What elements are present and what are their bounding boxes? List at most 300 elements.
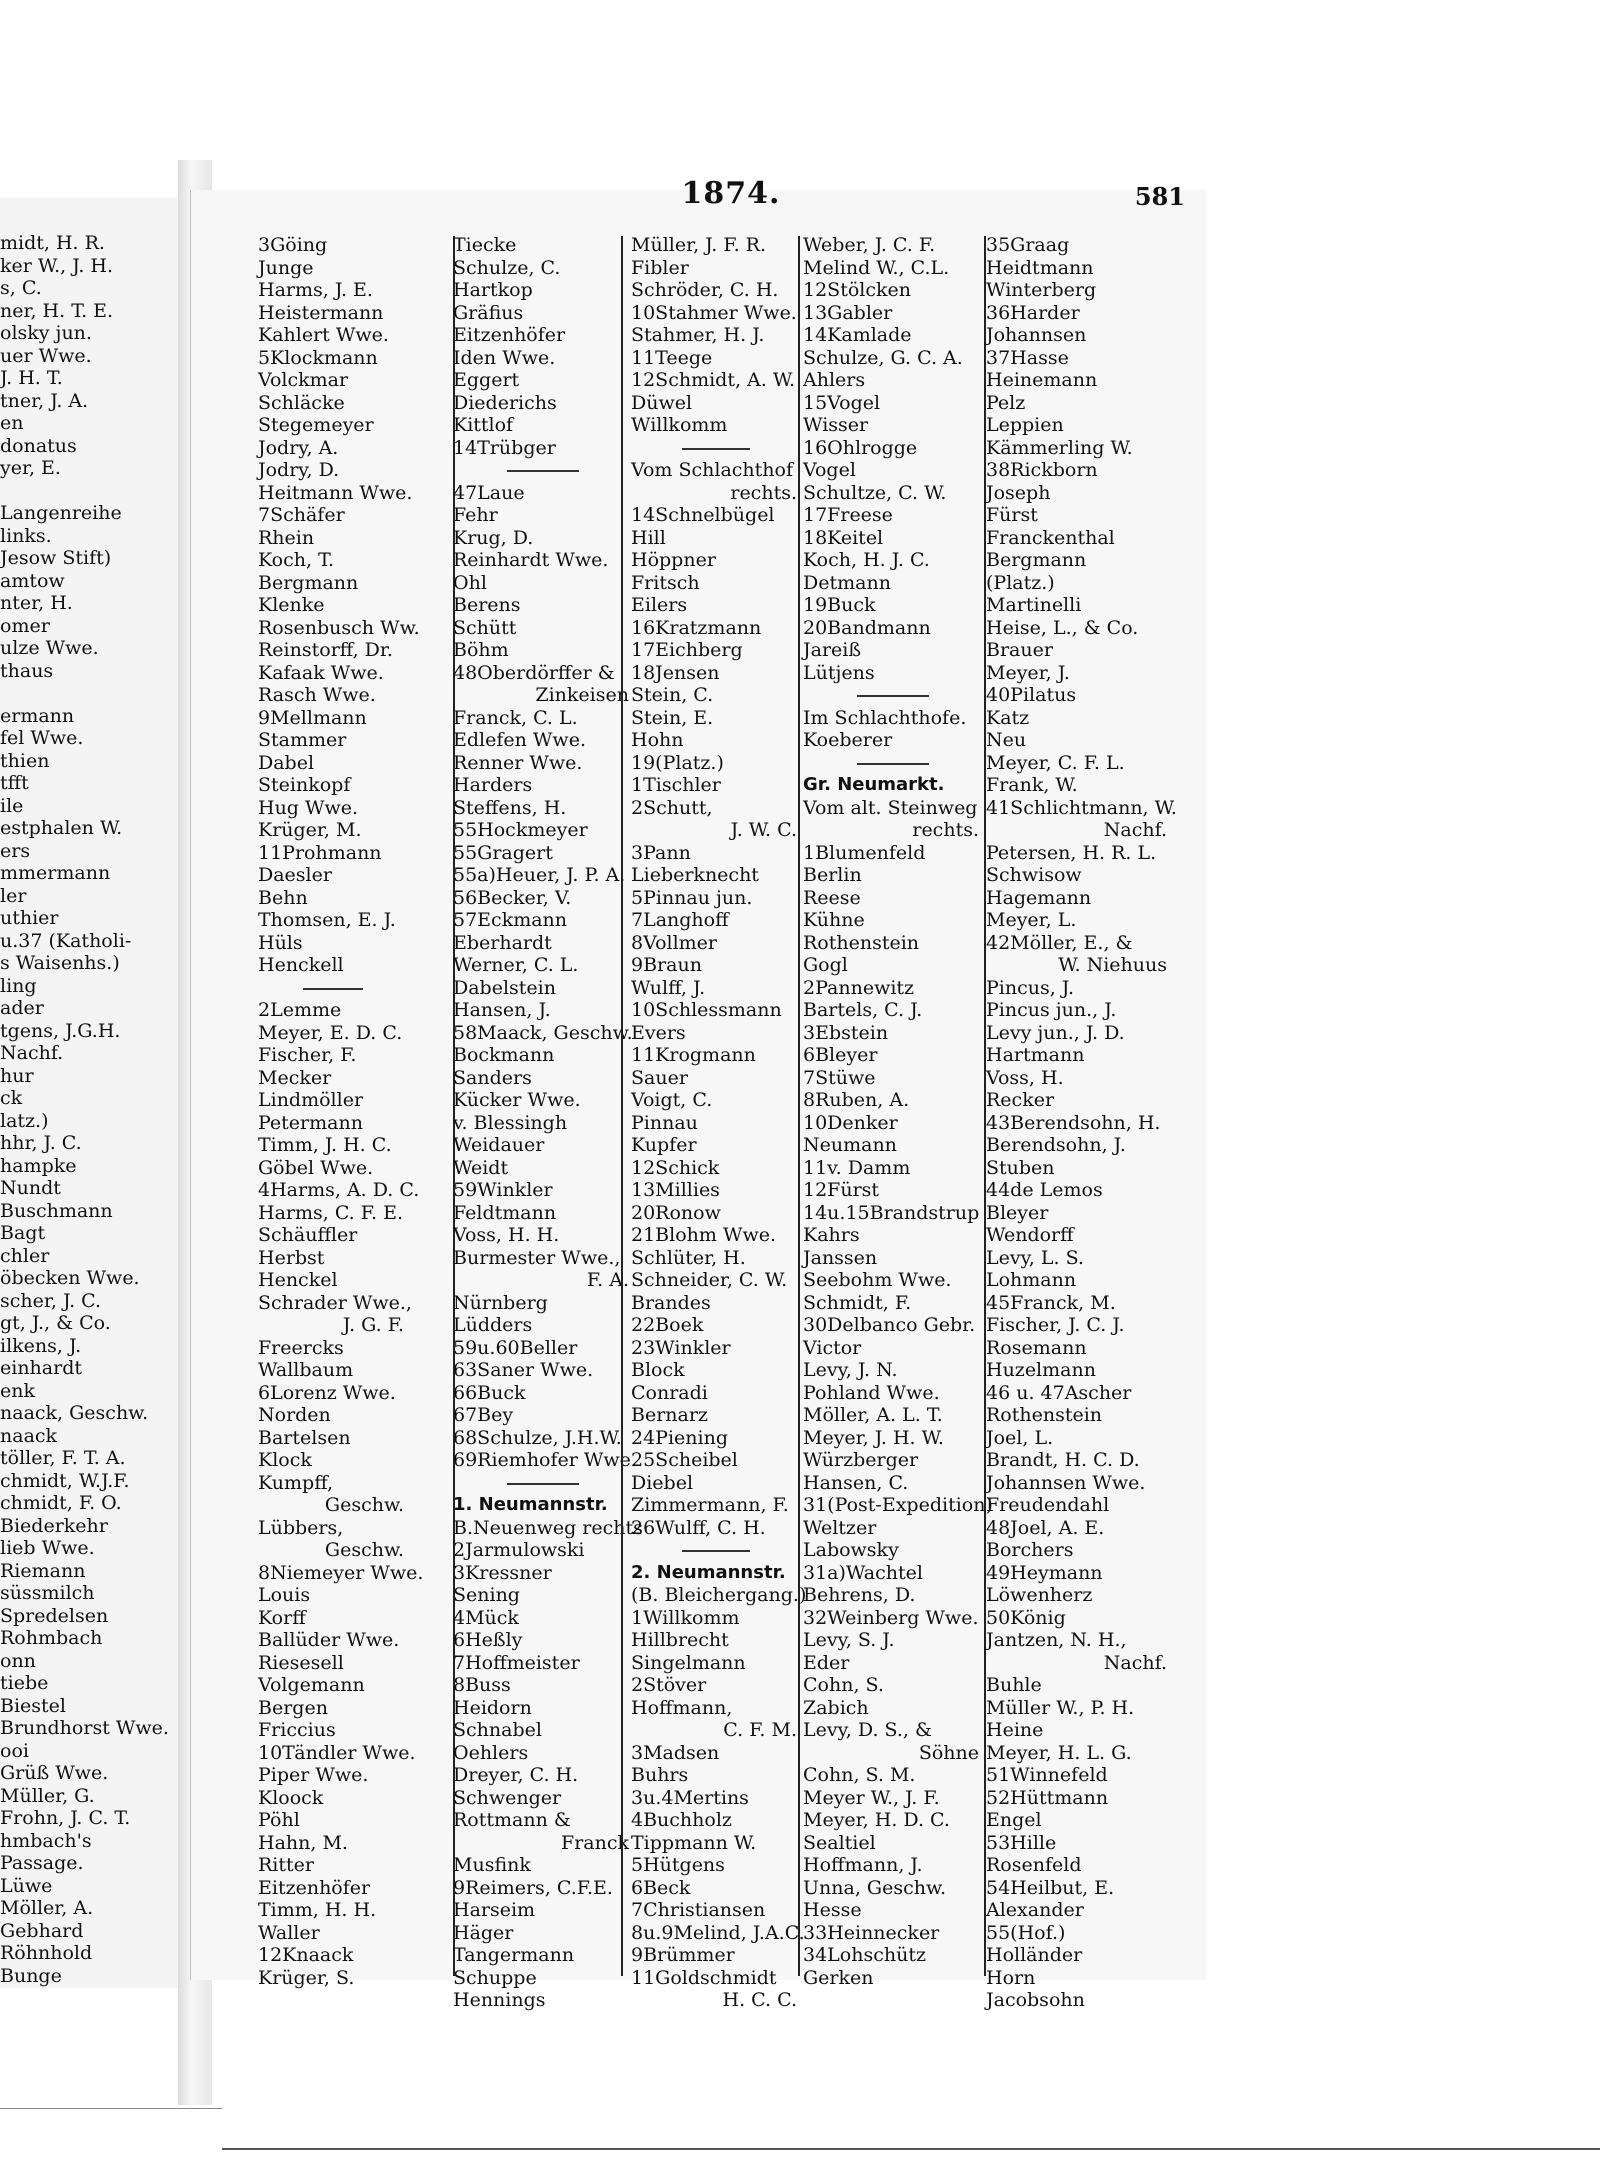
directory-entry: Heitmann Wwe. <box>258 481 413 504</box>
directory-entry: Reinhardt Wwe. <box>453 549 609 571</box>
directory-entry: 2Schutt, <box>631 796 713 819</box>
directory-entry: 10Stahmer Wwe. <box>631 301 797 324</box>
left-fragment-line: Passage. <box>0 1852 84 1874</box>
directory-entry: 23Winkler <box>631 1336 731 1359</box>
directory-entry: Levy, J. N. <box>803 1359 898 1381</box>
left-fragment-line: hampke <box>0 1154 77 1177</box>
directory-entry: Hennings <box>453 1989 546 2011</box>
directory-entry: 2Pannewitz <box>803 976 915 999</box>
directory-entry: Ohl <box>453 571 487 594</box>
directory-entry: Detmann <box>803 571 891 594</box>
directory-entry: 53Hille <box>986 1831 1057 1854</box>
directory-entry: 35Graag <box>986 234 1070 256</box>
directory-entry: Stein, C. <box>631 684 714 706</box>
directory-column-5 <box>986 234 1177 2012</box>
directory-entry: Gräfius <box>453 301 524 324</box>
directory-entry: Fehr <box>453 504 498 526</box>
directory-entry: B.Neuenweg rechts <box>453 1516 643 1539</box>
directory-entry: Levy, S. J. <box>803 1629 895 1651</box>
directory-entry: Joel, L. <box>986 1426 1054 1449</box>
directory-entry: Dabelstein <box>453 976 556 999</box>
directory-entry: Meyer, H. L. G. <box>986 1741 1132 1764</box>
directory-entry: Voss, H. H. <box>453 1224 560 1246</box>
directory-entry: Harseim <box>453 1899 536 1921</box>
directory-entry: 3Ebstein <box>803 1021 889 1044</box>
directory-entry: Bernarz <box>631 1404 708 1426</box>
directory-entry: Pincus, J. <box>986 976 1074 999</box>
directory-entry: Kücker Wwe. <box>453 1089 581 1111</box>
directory-entry: 1Willkomm <box>631 1606 740 1629</box>
directory-entry: 40Pilatus <box>986 684 1077 706</box>
directory-entry: 4Buchholz <box>631 1809 732 1831</box>
directory-entry: Hagemann <box>986 886 1092 909</box>
directory-entry: Timm, H. H. <box>258 1899 377 1921</box>
directory-entry: Tiecke <box>453 234 517 256</box>
directory-entry: Lieberknecht <box>631 864 759 886</box>
directory-entry: Meyer, J. <box>986 661 1070 684</box>
directory-entry: Frank, W. <box>986 774 1078 796</box>
directory-entry: Klock <box>258 1449 312 1471</box>
directory-entry: 11Prohmann <box>258 841 382 864</box>
directory-entry: 12Schmidt, A. W. <box>631 369 796 391</box>
directory-entry: 7Langhoff <box>631 909 729 931</box>
section-divider <box>803 752 983 775</box>
directory-entry: Möller, A. L. T. <box>803 1404 943 1426</box>
directory-page <box>190 176 1206 2011</box>
column-rule <box>621 236 623 1976</box>
directory-entry: 9Reimers, C.F.E. <box>453 1876 613 1899</box>
directory-entry: Mecker <box>258 1066 332 1089</box>
directory-entry: Huzelmann <box>986 1359 1096 1381</box>
page-edge-rule <box>222 2148 1600 2150</box>
left-fragment-line: chler <box>0 1244 50 1267</box>
directory-entry: 68Schulze, J.H.W. <box>453 1426 622 1449</box>
directory-entry: Rothenstein <box>803 931 920 954</box>
left-fragment-line: olsky jun. <box>0 322 92 344</box>
directory-entry: Nürnberg <box>453 1291 548 1314</box>
directory-entry: F. A. <box>586 1269 629 1291</box>
directory-entry: H. C. C. <box>722 1989 797 2011</box>
directory-entry: Stahmer, H. J. <box>631 324 765 346</box>
directory-entry: 57Eckmann <box>453 909 568 931</box>
directory-entry: Herbst <box>258 1246 325 1269</box>
left-fragment-line: nter, H. <box>0 592 73 614</box>
directory-entry: Schmidt, F. <box>803 1291 912 1314</box>
left-fragment-line: Bagt <box>0 1222 46 1244</box>
directory-entry: Diebel <box>631 1471 694 1494</box>
directory-entry: Heise, L., & Co. <box>986 616 1139 639</box>
directory-entry: Behrens, D. <box>803 1584 916 1606</box>
directory-entry: 11Krogmann <box>631 1044 756 1066</box>
directory-entry: Schläcke <box>258 391 345 414</box>
directory-entry: Neumann <box>803 1134 897 1156</box>
directory-entry: Heistermann <box>258 301 384 324</box>
directory-entry: Böhm <box>453 639 509 661</box>
left-fragment-line: scher, J. C. <box>0 1289 102 1312</box>
directory-entry: Levy jun., J. D. <box>986 1021 1125 1044</box>
directory-entry: Häger <box>453 1921 514 1944</box>
directory-entry: Gogl <box>803 954 848 976</box>
directory-entry: Rottmann & <box>453 1809 571 1831</box>
directory-entry: Meyer, J. H. W. <box>803 1426 944 1449</box>
directory-entry: Tippmann W. <box>631 1831 757 1854</box>
section-divider <box>631 437 801 460</box>
directory-entry: Göbel Wwe. <box>258 1156 374 1179</box>
left-fragment-line: Röhnhold <box>0 1942 93 1964</box>
directory-entry: Bergen <box>258 1696 328 1719</box>
directory-entry: 11v. Damm <box>803 1156 911 1179</box>
directory-entry: Rosemann <box>986 1336 1087 1359</box>
directory-column-3 <box>631 234 807 2012</box>
page-number: 581 <box>1134 182 1185 211</box>
directory-entry: 14Kamlade <box>803 324 912 346</box>
directory-entry: Pelz <box>986 391 1026 414</box>
directory-entry: J. G. F. <box>342 1314 404 1336</box>
directory-entry: Conradi <box>631 1381 708 1404</box>
directory-entry: 6Lorenz Wwe. <box>258 1381 396 1404</box>
directory-entry: Löwenherz <box>986 1584 1093 1606</box>
directory-entry: Eitzenhöfer <box>453 324 566 346</box>
directory-entry: Brauer <box>986 639 1053 661</box>
left-fragment-line: chmidt, F. O. <box>0 1492 122 1514</box>
left-fragment-line: yer, E. <box>0 457 61 479</box>
directory-entry: 4Mück <box>453 1606 519 1629</box>
directory-entry: 42Möller, E., & <box>986 931 1133 954</box>
directory-entry: 69Riemhofer Wwe. <box>453 1449 637 1471</box>
directory-entry: 67Bey <box>453 1404 514 1426</box>
directory-entry: Schröder, C. H. <box>631 279 779 301</box>
left-fragment-line: naack, Geschw. <box>0 1402 149 1424</box>
directory-entry: Freudendahl <box>986 1494 1110 1516</box>
directory-entry: Henckel <box>258 1269 338 1291</box>
directory-entry: Voigt, C. <box>631 1089 713 1111</box>
directory-entry: Sealtiel <box>803 1831 876 1854</box>
directory-entry: Kahrs <box>803 1224 860 1246</box>
left-fragment-line: öbecken Wwe. <box>0 1267 140 1289</box>
directory-entry: 15Vogel <box>803 391 881 414</box>
directory-entry: Bartels, C. J. <box>803 999 923 1021</box>
directory-entry: Lüdders <box>453 1314 533 1336</box>
directory-entry: Louis <box>258 1584 311 1606</box>
directory-entry: Hüls <box>258 931 303 954</box>
directory-entry: Hoffmann, J. <box>803 1854 923 1876</box>
directory-entry: Franckenthal <box>986 526 1115 549</box>
directory-entry: Iden Wwe. <box>453 346 556 369</box>
directory-entry: Heine <box>986 1719 1044 1741</box>
directory-entry: Freercks <box>258 1336 344 1359</box>
left-fragment-line: thaus <box>0 659 54 682</box>
directory-entry: 7Stüwe <box>803 1066 876 1089</box>
directory-entry: Hartmann <box>986 1044 1085 1066</box>
directory-entry: 18Jensen <box>631 661 720 684</box>
directory-entry: Kahlert Wwe. <box>258 324 389 346</box>
directory-entry: 13Gabler <box>803 301 893 324</box>
left-fragment-line: ler <box>0 884 27 907</box>
directory-entry: 10Denker <box>803 1111 898 1134</box>
directory-entry: Stegemeyer <box>258 414 374 436</box>
left-fragment-line: fel Wwe. <box>0 727 84 749</box>
directory-entry: Henckell <box>258 954 344 976</box>
directory-entry: Pinnau <box>631 1111 698 1134</box>
directory-entry: Fibler <box>631 256 689 279</box>
left-fragment-line: Buschmann <box>0 1199 113 1222</box>
directory-entry: Borchers <box>986 1539 1074 1561</box>
directory-entry: Kittlof <box>453 414 514 436</box>
directory-entry: Jacobsohn <box>986 1989 1085 2011</box>
directory-entry: Werner, C. L. <box>453 954 579 976</box>
directory-entry: Johannsen Wwe. <box>986 1471 1146 1494</box>
directory-entry: Geschw. <box>324 1494 404 1516</box>
directory-entry: 36Harder <box>986 301 1080 324</box>
directory-entry: Steinkopf <box>258 774 351 796</box>
directory-entry: Lübbers, <box>258 1516 344 1539</box>
directory-entry: Feldtmann <box>453 1201 557 1224</box>
directory-entry: 55Gragert <box>453 841 553 864</box>
section-divider <box>631 1539 801 1562</box>
directory-entry: Berendsohn, J. <box>986 1134 1126 1156</box>
directory-entry: 48Oberdörffer & <box>453 661 615 684</box>
directory-entry: Piper Wwe. <box>258 1764 369 1786</box>
directory-entry: Nachf. <box>1103 1651 1167 1674</box>
left-fragment-line: ile <box>0 794 24 817</box>
directory-entry: Kumpff, <box>258 1471 334 1494</box>
directory-entry: 47Laue <box>453 481 525 504</box>
directory-entry: 66Buck <box>453 1381 526 1404</box>
directory-entry: Cohn, S. M. <box>803 1764 916 1786</box>
left-fragment-line: einhardt <box>0 1357 83 1379</box>
directory-entry: Ballüder Wwe. <box>258 1629 400 1651</box>
directory-entry: Hartkop <box>453 279 533 301</box>
left-fragment-line: ader <box>0 997 44 1019</box>
directory-entry: Waller <box>258 1921 320 1944</box>
left-fragment-line: thien <box>0 749 50 772</box>
directory-entry: Eilers <box>631 594 688 616</box>
directory-entry: Schulze, C. <box>453 256 561 279</box>
section-divider <box>453 1472 633 1495</box>
directory-entry: Koch, H. J. C. <box>803 549 930 571</box>
left-fragment-line: omer <box>0 614 50 637</box>
directory-entry: Rosenfeld <box>986 1854 1082 1876</box>
directory-entry: 8Ruben, A. <box>803 1089 910 1111</box>
directory-entry: 10Schlessmann <box>631 999 782 1021</box>
left-fragment-line: Rohmbach <box>0 1627 103 1649</box>
directory-entry: 44de Lemos <box>986 1179 1103 1201</box>
directory-entry: 51Winnefeld <box>986 1764 1108 1786</box>
directory-entry: Tangermann <box>453 1944 575 1966</box>
directory-entry: Schwenger <box>453 1786 562 1809</box>
directory-entry: Seebohm Wwe. <box>803 1269 952 1291</box>
street-heading: Gr. Neumarkt. <box>803 774 945 795</box>
directory-entry: 46 u. 47Ascher <box>986 1381 1132 1404</box>
directory-entry: Voss, H. <box>986 1066 1064 1089</box>
directory-entry: Neu <box>986 729 1027 751</box>
directory-entry: 55Hockmeyer <box>453 819 588 841</box>
directory-entry: Schwisow <box>986 864 1082 886</box>
left-fragment-line: ulze Wwe. <box>0 637 99 659</box>
directory-entry: Renner Wwe. <box>453 751 583 774</box>
left-fragment-line: Grüß Wwe. <box>0 1762 109 1784</box>
directory-entry: Schulze, G. C. A. <box>803 346 963 369</box>
directory-entry: Vom alt. Steinweg <box>803 796 978 819</box>
directory-entry: Victor <box>803 1336 862 1359</box>
directory-column-4 <box>803 234 993 1989</box>
directory-entry: 5Hütgens <box>631 1854 725 1876</box>
directory-entry: Bergmann <box>986 549 1087 571</box>
left-fragment-line: links. <box>0 524 52 547</box>
directory-entry: Weltzer <box>803 1516 877 1539</box>
directory-entry: 19(Platz.) <box>631 751 724 774</box>
directory-entry: Kupfer <box>631 1134 697 1156</box>
left-fragment-line: tner, J. A. <box>0 389 89 412</box>
directory-entry: Musfink <box>453 1854 531 1876</box>
directory-entry: 63Saner Wwe. <box>453 1359 594 1381</box>
left-fragment-line: ling <box>0 974 37 997</box>
directory-entry: Berlin <box>803 864 862 886</box>
directory-entry: Johannsen <box>986 324 1087 346</box>
directory-entry: Lohmann <box>986 1269 1077 1291</box>
left-fragment-line: en <box>0 412 24 434</box>
directory-entry: rechts. <box>730 481 797 504</box>
directory-entry: Winterberg <box>986 279 1097 301</box>
directory-entry: W. Niehuus <box>1058 954 1167 976</box>
directory-entry: Schäuffler <box>258 1224 358 1246</box>
directory-entry: Janssen <box>803 1246 878 1269</box>
directory-entry: Block <box>631 1359 685 1381</box>
left-fragment-line: hhr, J. C. <box>0 1132 82 1154</box>
directory-entry: 54Heilbut, E. <box>986 1876 1115 1899</box>
directory-entry: 37Hasse <box>986 346 1069 369</box>
directory-entry: 31a)Wachtel <box>803 1561 923 1584</box>
directory-entry: Söhne <box>918 1741 979 1764</box>
directory-entry: Eder <box>803 1651 850 1674</box>
directory-entry: 17Freese <box>803 504 893 526</box>
directory-entry: Brandt, H. C. D. <box>986 1449 1140 1471</box>
directory-entry: 13Millies <box>631 1179 720 1201</box>
left-fragment-line: ilkens, J. <box>0 1334 82 1357</box>
directory-entry: Fischer, F. <box>258 1044 357 1066</box>
directory-entry: Norden <box>258 1404 331 1426</box>
directory-entry: 4Harms, A. D. C. <box>258 1179 420 1201</box>
directory-entry: Levy, D. S., & <box>803 1719 932 1741</box>
directory-entry: Schrader Wwe., <box>258 1291 412 1314</box>
directory-entry: Zabich <box>803 1696 869 1719</box>
section-divider <box>803 684 983 707</box>
left-fragment-line: hmbach's <box>0 1829 92 1852</box>
directory-entry: Pincus jun., J. <box>986 999 1117 1021</box>
directory-entry: 1Tischler <box>631 774 721 796</box>
directory-entry: Franck, C. L. <box>453 706 578 729</box>
directory-entry: Schuppe <box>453 1966 537 1989</box>
directory-entry: Schlüter, H. <box>631 1246 746 1269</box>
left-fragment-line: ooi <box>0 1739 29 1762</box>
directory-entry: Ahlers <box>803 369 866 391</box>
left-fragment-line: Bunge <box>0 1964 62 1987</box>
left-fragment-line: u.37 (Katholi- <box>0 929 132 952</box>
directory-entry: Heinemann <box>986 369 1098 391</box>
directory-entry: Reese <box>803 886 861 909</box>
directory-entry: 45Franck, M. <box>986 1291 1116 1314</box>
directory-entry: Hesse <box>803 1899 862 1921</box>
directory-entry: 6Bleyer <box>803 1044 878 1066</box>
directory-entry: Evers <box>631 1021 686 1044</box>
left-fragment-line: Brundhorst Wwe. <box>0 1717 169 1739</box>
directory-entry: Petersen, H. R. L. <box>986 841 1157 864</box>
directory-entry: 24Piening <box>631 1426 728 1449</box>
left-fragment-line: midt, H. R. <box>0 232 105 254</box>
directory-entry: 17Eichberg <box>631 639 743 661</box>
directory-entry: Kloock <box>258 1786 324 1809</box>
left-fragment-line: Möller, A. <box>0 1897 94 1919</box>
directory-entry: Katz <box>986 706 1030 729</box>
left-fragment-line: Lüwe <box>0 1874 53 1897</box>
directory-entry: 16Ohlrogge <box>803 436 918 459</box>
directory-entry: 52Hüttmann <box>986 1786 1109 1809</box>
directory-entry: Weidauer <box>453 1134 545 1156</box>
directory-entry: Cohn, S. <box>803 1674 884 1696</box>
directory-entry: Recker <box>986 1089 1055 1111</box>
directory-entry: 9Mellmann <box>258 706 367 729</box>
directory-entry: Weber, J. C. F. <box>803 234 936 256</box>
left-fragment-line: ers <box>0 839 31 862</box>
left-fragment-line: tiebe <box>0 1672 49 1694</box>
column-rule <box>798 236 800 1976</box>
directory-entry: Schütt <box>453 616 517 639</box>
directory-entry: Unna, Geschw. <box>803 1876 946 1899</box>
directory-entry: 11Teege <box>631 346 713 369</box>
left-fragment-line: ermann <box>0 704 75 727</box>
directory-entry: Müller W., P. H. <box>986 1696 1135 1719</box>
left-fragment-line: chmidt, W.J.F. <box>0 1469 130 1492</box>
directory-entry: Harms, J. E. <box>258 279 373 301</box>
directory-entry: 19Buck <box>803 594 876 616</box>
left-fragment-line: Biederkehr <box>0 1514 108 1537</box>
directory-entry: 8u.9Melind, J.A.C. <box>631 1921 805 1944</box>
directory-entry: 1Blumenfeld <box>803 841 926 864</box>
directory-entry: Ritter <box>258 1854 314 1876</box>
directory-entry: 5Pinnau jun. <box>631 886 753 909</box>
directory-entry: Heidorn <box>453 1696 532 1719</box>
directory-entry: 20Bandmann <box>803 616 931 639</box>
left-fragment-line: Gebhard <box>0 1919 84 1942</box>
street-heading: 2. Neumannstr. <box>631 1561 786 1583</box>
directory-entry: Singelmann <box>631 1651 746 1674</box>
left-fragment-line: onn <box>0 1649 36 1672</box>
directory-entry: 49Heymann <box>986 1561 1103 1584</box>
left-fragment-line: gt, J., & Co. <box>0 1312 111 1334</box>
directory-entry: Höppner <box>631 549 716 571</box>
directory-column-1 <box>258 234 424 1989</box>
left-fragment-line: Langenreihe <box>0 502 122 524</box>
directory-entry: 12Schick <box>631 1156 720 1179</box>
left-fragment-line: Riemann <box>0 1559 86 1582</box>
directory-entry: Wendorff <box>986 1224 1074 1246</box>
directory-entry: Schneider, C. W. <box>631 1269 788 1291</box>
directory-entry: Leppien <box>986 414 1064 436</box>
left-fragment-line: J. H. T. <box>0 367 63 389</box>
directory-entry: Timm, J. H. C. <box>258 1134 392 1156</box>
directory-entry: Daesler <box>258 864 332 886</box>
directory-entry: 7Christiansen <box>631 1899 766 1921</box>
left-fragment-line: latz.) <box>0 1109 49 1132</box>
directory-entry: 2Jarmulowski <box>453 1539 585 1561</box>
directory-entry: Hug Wwe. <box>258 796 359 819</box>
left-fragment-line: süssmilch <box>0 1582 95 1604</box>
left-fragment-line: Biestel <box>0 1694 66 1717</box>
directory-entry: Buhrs <box>631 1764 689 1786</box>
left-fragment-line: Nachf. <box>0 1042 64 1064</box>
left-fragment-line: tfft <box>0 772 29 794</box>
directory-entry: Jantzen, N. H., <box>986 1629 1127 1651</box>
